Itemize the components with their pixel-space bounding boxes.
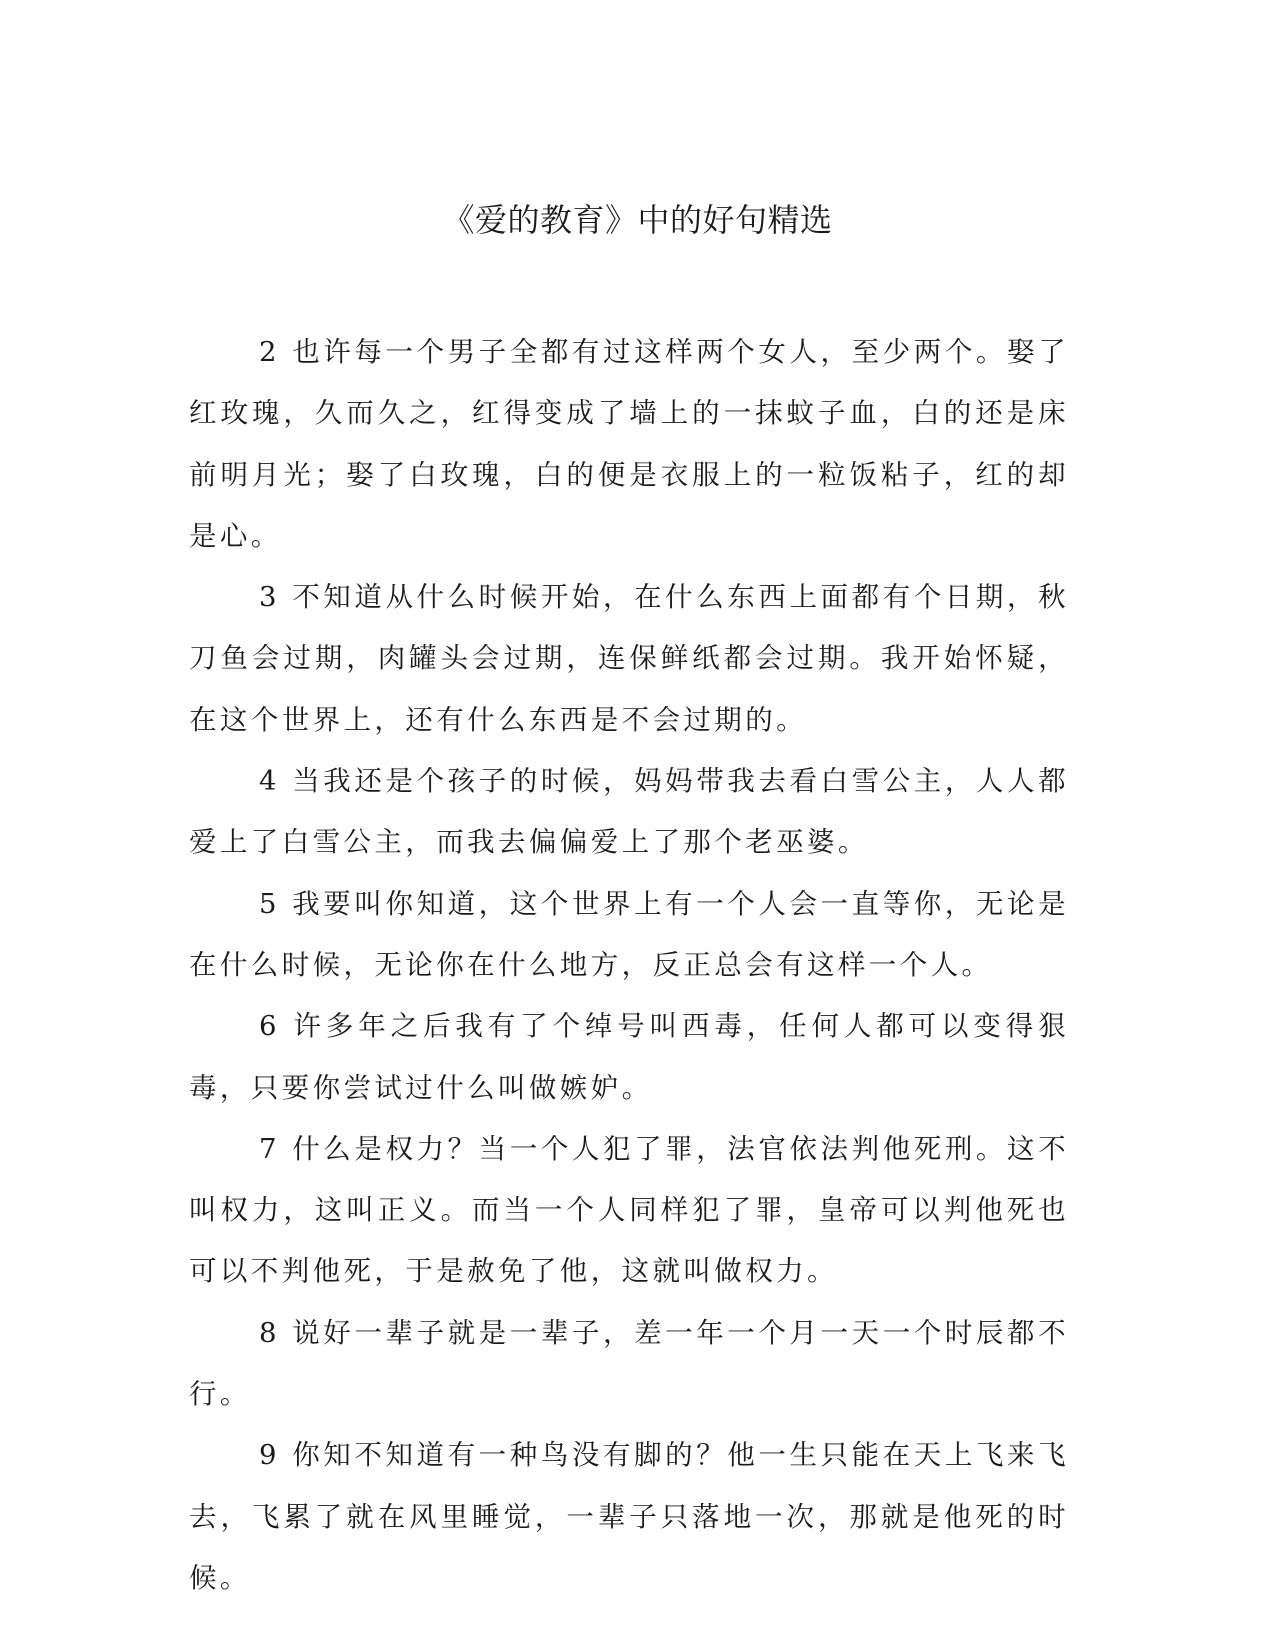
document-title: 《爱的教育》中的好句精选 <box>442 201 833 239</box>
paragraph-8: 8 说好一辈子就是一辈子，差一年一个月一天一个时辰都不行。 <box>189 1316 1069 1411</box>
document-body <box>189 322 1069 1609</box>
paragraph-7: 7 什么是权力？当一个人犯了罪，法官依法判他死刑。这不叫权力，这叫正义。而当一个人同样犯了罪，皇帝可以判他死也可以不判他死，于是赦免了他，这就叫做权力。 <box>189 1132 1069 1288</box>
paragraph-3: 3 不知道从什么时候开始，在什么东西上面都有个日期，秋刀鱼会过期，肉罐头会过期，连保鲜纸都会过期。我开始怀疑，在这个世界上，还有什么东西是不会过期的。 <box>189 581 1069 736</box>
paragraph-6: 6 许多年之后我有了个绰号叫西毒，任何人都可以变得狠毒，只要你尝试过什么叫做嫉妒。 <box>189 1010 1069 1104</box>
paragraph-5: 5 我要叫你知道，这个世界上有一个人会一直等你，无论是在什么时候，无论你在什么地方，反正总会有这样一个人。 <box>189 887 1069 981</box>
paragraph-4: 4 当我还是个孩子的时候，妈妈带我去看白雪公主，人人都爱上了白雪公主，而我去偏偏爱上了那个老巫婆。 <box>189 765 1069 859</box>
paragraph-9: 9 你知不知道有一种鸟没有脚的？他一生只能在天上飞来飞去，飞累了就在风里睡觉，一辈子只落地一次，那就是他死的时候。 <box>189 1439 1069 1594</box>
paragraph-2: 2 也许每一个男子全都有过这样两个女人，至少两个。娶了红玫瑰，久而久之，红得变成了墙上的一抹蚊子血，白的还是床前明月光；娶了白玫瑰，白的便是衣服上的一粒饭粘子，红的却是心。 <box>189 336 1069 552</box>
